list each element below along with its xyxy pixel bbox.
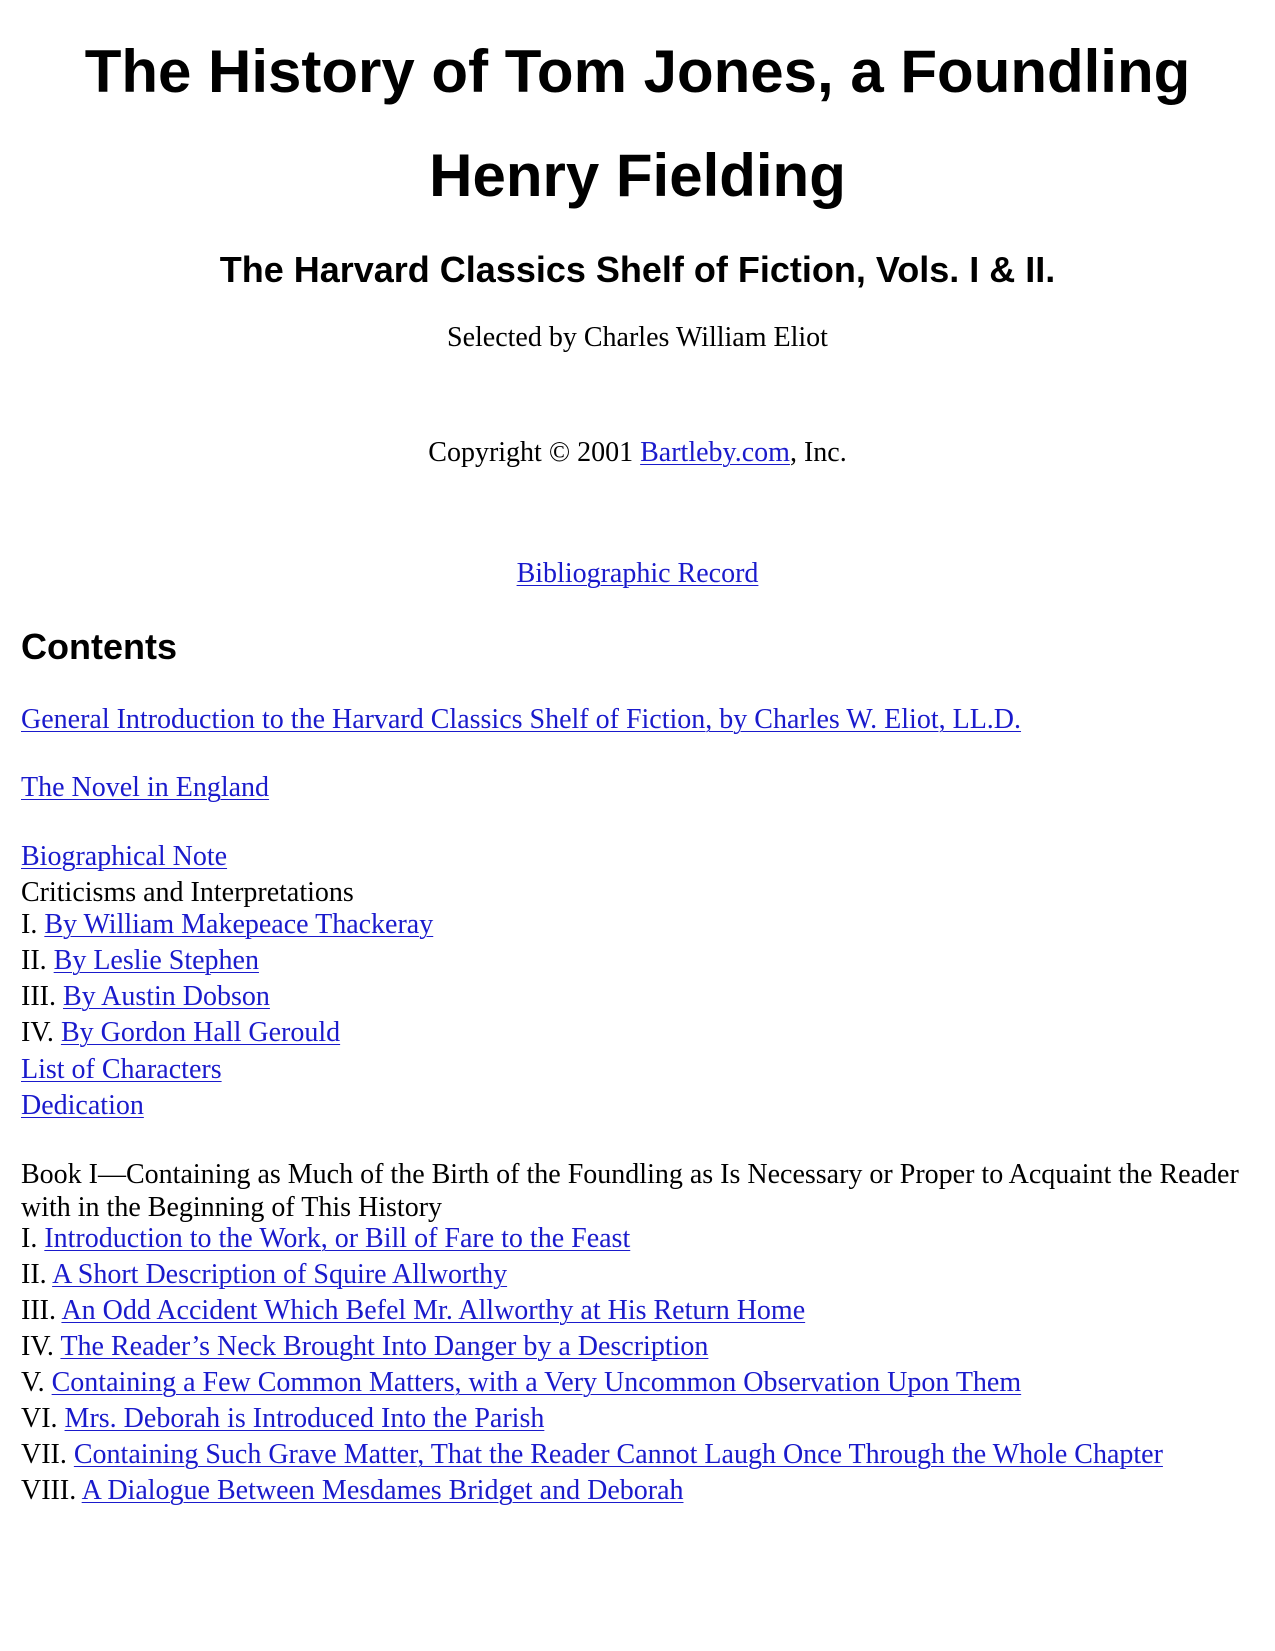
book-one-heading: Book I—Containing as Much of the Birth of the Foundling as Is Necessary or Proper to Acquaint the Reader with in the Beginning of This History bbox=[21, 1159, 1239, 1223]
dedication-link[interactable]: Dedication bbox=[21, 1090, 144, 1121]
criticism-link[interactable]: By Austin Dobson bbox=[62, 981, 270, 1012]
toc-entry-biographical-note bbox=[21, 840, 227, 874]
novel-in-england-link[interactable]: The Novel in England bbox=[21, 772, 270, 803]
criticism-link[interactable]: By William Makepeace Thackeray bbox=[44, 909, 434, 940]
chapter-number: IV. bbox=[21, 1331, 61, 1362]
chapter-number: VIII. bbox=[21, 1475, 82, 1506]
criticism-number: I. bbox=[21, 909, 45, 940]
list-of-characters-link[interactable]: List of Characters bbox=[21, 1054, 222, 1085]
toc-entry-novel-in-england bbox=[21, 771, 269, 805]
selected-by-line: Selected by Charles William Eliot bbox=[447, 322, 828, 353]
toc-entry-chapter bbox=[21, 1294, 805, 1328]
toc-entry-criticism bbox=[21, 944, 259, 978]
toc-entry-general-introduction bbox=[21, 703, 1021, 737]
chapter-number: VII. bbox=[21, 1439, 74, 1470]
chapter-link[interactable]: Containing Such Grave Matter, That the Reader Cannot Laugh Once Through the Whole Chapter bbox=[73, 1439, 1163, 1470]
bartleby-link[interactable]: Bartleby.com bbox=[640, 437, 790, 468]
chapter-number: I. bbox=[21, 1223, 45, 1254]
criticism-link[interactable]: By Gordon Hall Gerould bbox=[60, 1017, 341, 1048]
author-name: Henry Fielding bbox=[429, 142, 846, 209]
toc-entry-criticism bbox=[21, 1016, 340, 1050]
chapter-link[interactable]: An Odd Accident Which Befel Mr. Allworthy at His Return Home bbox=[61, 1295, 806, 1326]
copyright-line bbox=[0, 436, 1275, 470]
toc-entry-dedication bbox=[21, 1089, 144, 1123]
bibliographic-record-line bbox=[0, 557, 1275, 591]
toc-entry-chapter bbox=[21, 1366, 1021, 1400]
chapter-link[interactable]: The Reader’s Neck Brought Into Danger by a Description bbox=[60, 1331, 709, 1362]
chapter-number: III. bbox=[21, 1295, 62, 1326]
toc-entry-criticism bbox=[21, 908, 433, 942]
biographical-note-link[interactable]: Biographical Note bbox=[21, 841, 228, 872]
copyright-suffix: , Inc. bbox=[789, 437, 847, 468]
series-title: The Harvard Classics Shelf of Fiction, Vols. I & II. bbox=[219, 249, 1056, 290]
toc-entry-chapter bbox=[21, 1438, 1163, 1472]
bibliographic-record-link[interactable]: Bibliographic Record bbox=[516, 558, 759, 589]
chapter-link[interactable]: Introduction to the Work, or Bill of Fare to the Feast bbox=[44, 1223, 631, 1254]
toc-entry-criticism bbox=[21, 980, 270, 1014]
chapter-link[interactable]: Mrs. Deborah is Introduced Into the Parish bbox=[64, 1403, 545, 1434]
copyright-prefix: Copyright © 2001 bbox=[428, 437, 641, 468]
general-introduction-link[interactable]: General Introduction to the Harvard Classics Shelf of Fiction, by Charles W. Eliot, LL.D. bbox=[21, 704, 1022, 735]
chapter-number: VI. bbox=[21, 1403, 65, 1434]
chapter-number: II. bbox=[21, 1259, 53, 1290]
book-title: The History of Tom Jones, a Foundling bbox=[84, 38, 1191, 105]
toc-entry-chapter bbox=[21, 1222, 630, 1256]
toc-entry-chapter bbox=[21, 1330, 708, 1364]
chapter-link[interactable]: A Short Description of Squire Allworthy bbox=[52, 1259, 508, 1290]
criticism-number: III. bbox=[21, 981, 63, 1012]
criticisms-heading: Criticisms and Interpretations bbox=[21, 877, 354, 908]
contents-heading: Contents bbox=[21, 626, 177, 667]
criticism-number: II. bbox=[21, 945, 54, 976]
toc-entry-chapter bbox=[21, 1402, 544, 1436]
criticism-number: IV. bbox=[21, 1017, 61, 1048]
criticism-link[interactable]: By Leslie Stephen bbox=[53, 945, 259, 976]
chapter-link[interactable]: Containing a Few Common Matters, with a Very Uncommon Observation Upon Them bbox=[51, 1367, 1022, 1398]
chapter-number: V. bbox=[21, 1367, 52, 1398]
toc-entry-chapter bbox=[21, 1474, 684, 1508]
chapter-link[interactable]: A Dialogue Between Mesdames Bridget and Deborah bbox=[81, 1475, 684, 1506]
toc-entry-list-of-characters bbox=[21, 1053, 222, 1087]
toc-entry-chapter bbox=[21, 1258, 507, 1292]
